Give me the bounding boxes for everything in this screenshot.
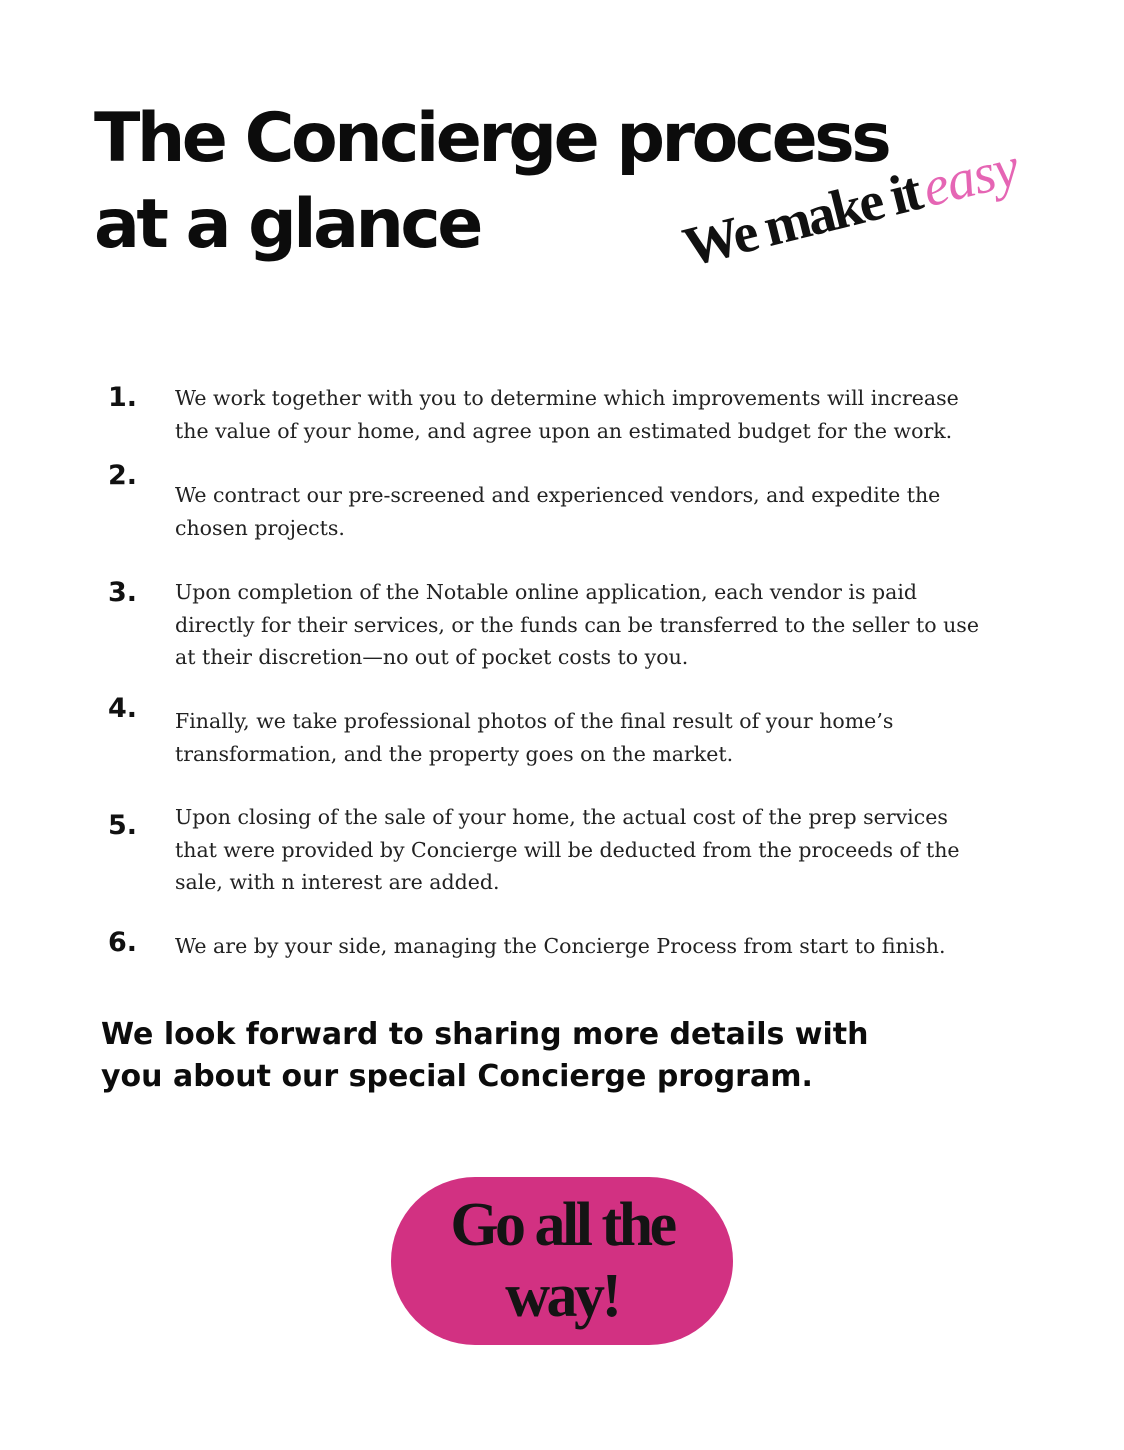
step-text: Upon completion of the Notable online application, each vendor is paid directly for their services, or the funds can be transferred to the seller to use at their discretion—no out of pocket costs to you. [175, 580, 979, 669]
step-text: Upon closing of the sale of your home, the actual cost of the prep services that were provided by Concierge will be deducted from the proceeds of the sale, with n interest are added. [175, 805, 960, 894]
go-all-the-way-button[interactable]: Go all the way! [391, 1177, 733, 1345]
step-text: We are by your side, managing the Concierge Process from start to finish. [175, 934, 946, 958]
tagline-accent: easy [916, 136, 1025, 220]
closing-message: We look forward to sharing more details with you about our special Concierge program. [101, 1017, 869, 1094]
tagline-main: We make it [677, 160, 926, 279]
step-number: 5. [108, 810, 138, 841]
step-number: 1. [108, 382, 138, 413]
page-title: The Concierge process at a glance [94, 99, 889, 264]
step-number: 6. [108, 927, 138, 958]
step-text: Finally, we take professional photos of the final result of your home’s transformation, and the property goes on the market. [175, 709, 894, 766]
step-number: 4. [108, 693, 138, 724]
step-number: 2. [108, 460, 138, 491]
step-text: We contract our pre-screened and experienced vendors, and expedite the chosen projects. [175, 483, 941, 540]
step-text: We work together with you to determine which improvements will increase the value of your home, and agree upon an estimated budget for the work. [175, 386, 959, 443]
step-number: 3. [108, 577, 138, 608]
